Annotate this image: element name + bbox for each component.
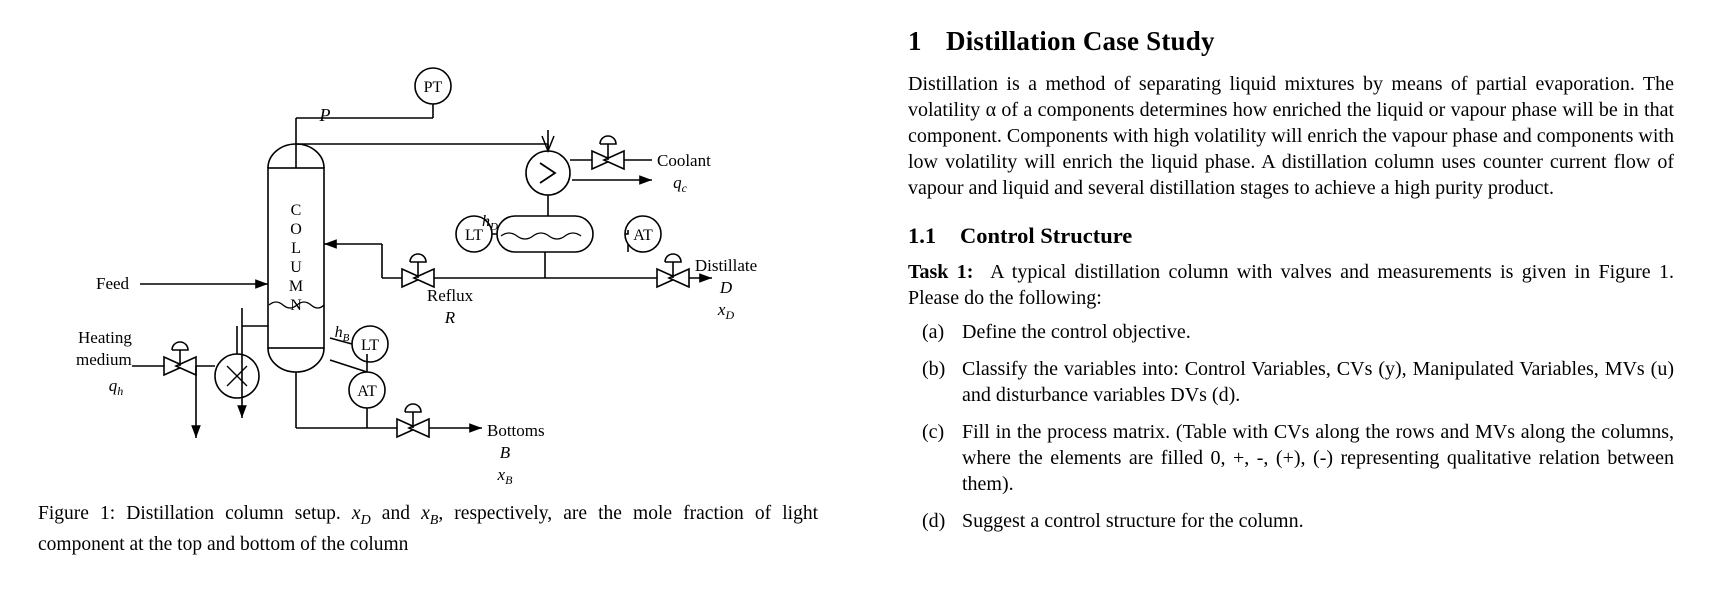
svg-text:L: L — [291, 240, 301, 257]
list-item-text: Classify the variables into: Control Variables, CVs (y), Manipulated Variables, MVs (u) and disturbance variables DVs (d). — [962, 358, 1674, 406]
instrument-at-bottom-label: AT — [357, 383, 377, 400]
label-heating-2: medium — [76, 350, 132, 369]
instrument-at-top-label: AT — [633, 227, 653, 244]
svg-text:N: N — [290, 297, 302, 314]
list-item — [908, 356, 1674, 408]
svg-text:O: O — [290, 221, 302, 238]
label-feed: Feed — [96, 274, 130, 293]
label-holdup-bottom: $h_B$ — [334, 324, 350, 344]
section-1-1-heading — [908, 223, 1674, 249]
label-distillate: Distillate — [694, 256, 758, 275]
instrument-lt-top-label: LT — [464, 227, 484, 244]
list-item-marker: (a) — [922, 321, 945, 343]
section-1-paragraph: Distillation is a method of separating liquid mixtures by means of partial evaporation. The volatility α of a components determines how enriched the liquid or vapour phase will be in that component. Components with high volatility will enrich the vapour phase and components with low volatility will enrich the liquid phase. A distillation column uses counter current flow of vapour and liquid and several distillation stages to achieve a high purity product. — [908, 73, 1674, 199]
figure-caption: Figure 1: Distillation column setup. $x_D$ and $x_B$, respectively, are the mole fraction of light component at the top and bottom of the column — [38, 503, 819, 555]
list-item-marker: (b) — [922, 358, 946, 380]
svg-text:M: M — [288, 278, 304, 295]
figure-caption-prefix: Figure 1: Distillation column setup. — [38, 503, 352, 524]
label-distillate-sym: D — [719, 278, 733, 297]
task-1-item-list — [908, 319, 1674, 534]
task-1-text: A typical distillation column with valves and measurements is given in Figure 1. Please do the following: — [908, 261, 1674, 309]
label-heating-flow: $q_h$ — [108, 376, 124, 398]
list-item-text: Define the control objective. — [962, 321, 1191, 343]
label-distillate-fraction: $x_D$ — [717, 300, 735, 322]
figure-caption-tail: , respectively, are the mole fraction of light component at the top and bottom of the column — [38, 503, 819, 555]
label-reflux: Reflux — [426, 286, 474, 305]
section-1-1-title: Control Structure — [960, 223, 1133, 248]
column-vertical-label — [289, 202, 303, 314]
svg-text:C: C — [290, 202, 302, 219]
list-item-text: Fill in the process matrix. (Table with CVs along the rows and MVs along the columns, where the elements are filled 0, +, -, (+), (-) representing qualitative relation between them). — [962, 421, 1674, 495]
label-bottoms-fraction: $x_B$ — [497, 465, 513, 487]
instrument-pt-label: PT — [423, 79, 443, 96]
section-1-number: 1 — [908, 26, 922, 56]
instrument-lt-bottom-label: LT — [360, 337, 380, 354]
list-item — [908, 508, 1674, 534]
label-holdup-top: $h_D$ — [482, 213, 498, 233]
figure-pane — [0, 0, 862, 592]
task-1-line — [908, 259, 1674, 311]
label-bottoms: Bottoms — [487, 421, 545, 440]
svg-text:U: U — [290, 259, 302, 276]
list-item — [908, 319, 1674, 345]
list-item — [908, 419, 1674, 497]
figure-caption-mid: and — [370, 503, 422, 524]
list-item-marker: (c) — [922, 421, 945, 443]
label-coolant: Coolant — [657, 151, 711, 170]
process-flow-diagram — [12, 8, 850, 508]
section-1-1-number: 1.1 — [908, 223, 937, 248]
section-1-heading — [908, 26, 1674, 57]
list-item-marker: (d) — [922, 510, 946, 532]
label-coolant-flow: $q_c$ — [673, 173, 687, 195]
label-heating-1: Heating — [78, 328, 132, 347]
label-reflux-sym: R — [444, 308, 456, 327]
label-bottoms-sym: B — [499, 443, 511, 462]
list-item-text: Suggest a control structure for the column. — [962, 510, 1304, 532]
document-pane — [862, 0, 1708, 592]
label-pressure: P — [319, 105, 331, 125]
section-1-title: Distillation Case Study — [946, 26, 1215, 56]
task-1-label: Task 1: — [908, 261, 974, 283]
distillation-diagram — [12, 8, 850, 508]
